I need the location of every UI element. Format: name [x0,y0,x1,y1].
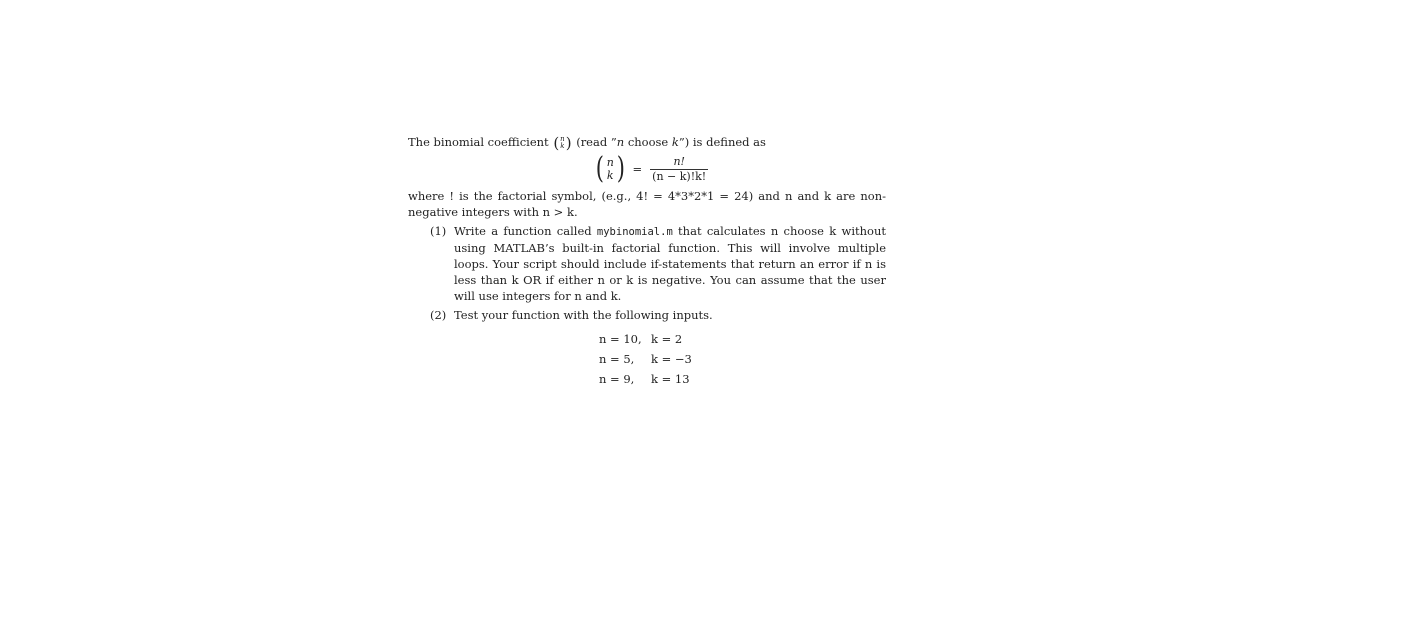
inline-binomial-top: n [560,135,565,143]
test-inputs [408,329,886,389]
test-row [408,369,886,389]
formula-equals: = [632,162,643,176]
function-filename: mybinomial.m [596,226,673,238]
item-line: will use integers for n and k. [454,289,622,303]
list-item [430,307,886,323]
where-line-1: where ! is the factorial symbol, (e.g., 4! = 4*3*2*1 = 24) and n and k are non- [408,189,886,203]
intro-paragraph [408,134,886,150]
formula-numerator: n! [673,154,685,168]
item-line: loops. Your script should include if-statements that return an error if n is [454,257,886,271]
item-line: less than k OR if either n or k is negative. You can assume that the user [454,273,886,287]
intro-var-n: n [616,135,625,149]
test-k-value: k = 13 [651,372,690,386]
test-n-value: n = 5, [599,352,635,366]
formula-fraction [650,155,708,184]
item-number: (2) [430,308,447,322]
formula-bottom: k [606,169,614,182]
item-line: Test your function with the following inputs. [454,308,713,322]
left-paren: ( [595,151,604,186]
binomial-formula [408,152,886,188]
item-number: (1) [430,224,447,238]
intro-text-1: The binomial coefficient [408,135,549,149]
right-paren: ) [616,151,625,186]
test-k-value: k = −3 [651,352,692,366]
inline-binomial-bottom: k [560,142,565,150]
intro-var-k: k [671,135,679,149]
document-body [408,134,886,389]
intro-text-4: ”) is defined as [678,135,766,149]
list-item [430,223,887,304]
formula-top: n [606,156,614,169]
item-line: using MATLAB’s built-in factorial function. This will involve multiple [454,241,886,255]
intro-text-2: (read ” [576,135,617,149]
test-n-value: n = 9, [599,372,635,386]
inline-binomial: ( n k ) [553,134,572,152]
test-row [408,349,886,369]
intro-text-3: choose [624,135,672,149]
test-row [408,329,886,349]
item-line: Write a function called mybinomial.m that calculates n choose k without [454,224,887,238]
where-line-2: negative integers with n > k. [408,205,578,219]
formula-denominator: (n − k)!k! [652,169,707,183]
test-n-value: n = 10, [599,332,642,346]
where-paragraph [408,188,886,220]
test-k-value: k = 2 [651,332,683,346]
